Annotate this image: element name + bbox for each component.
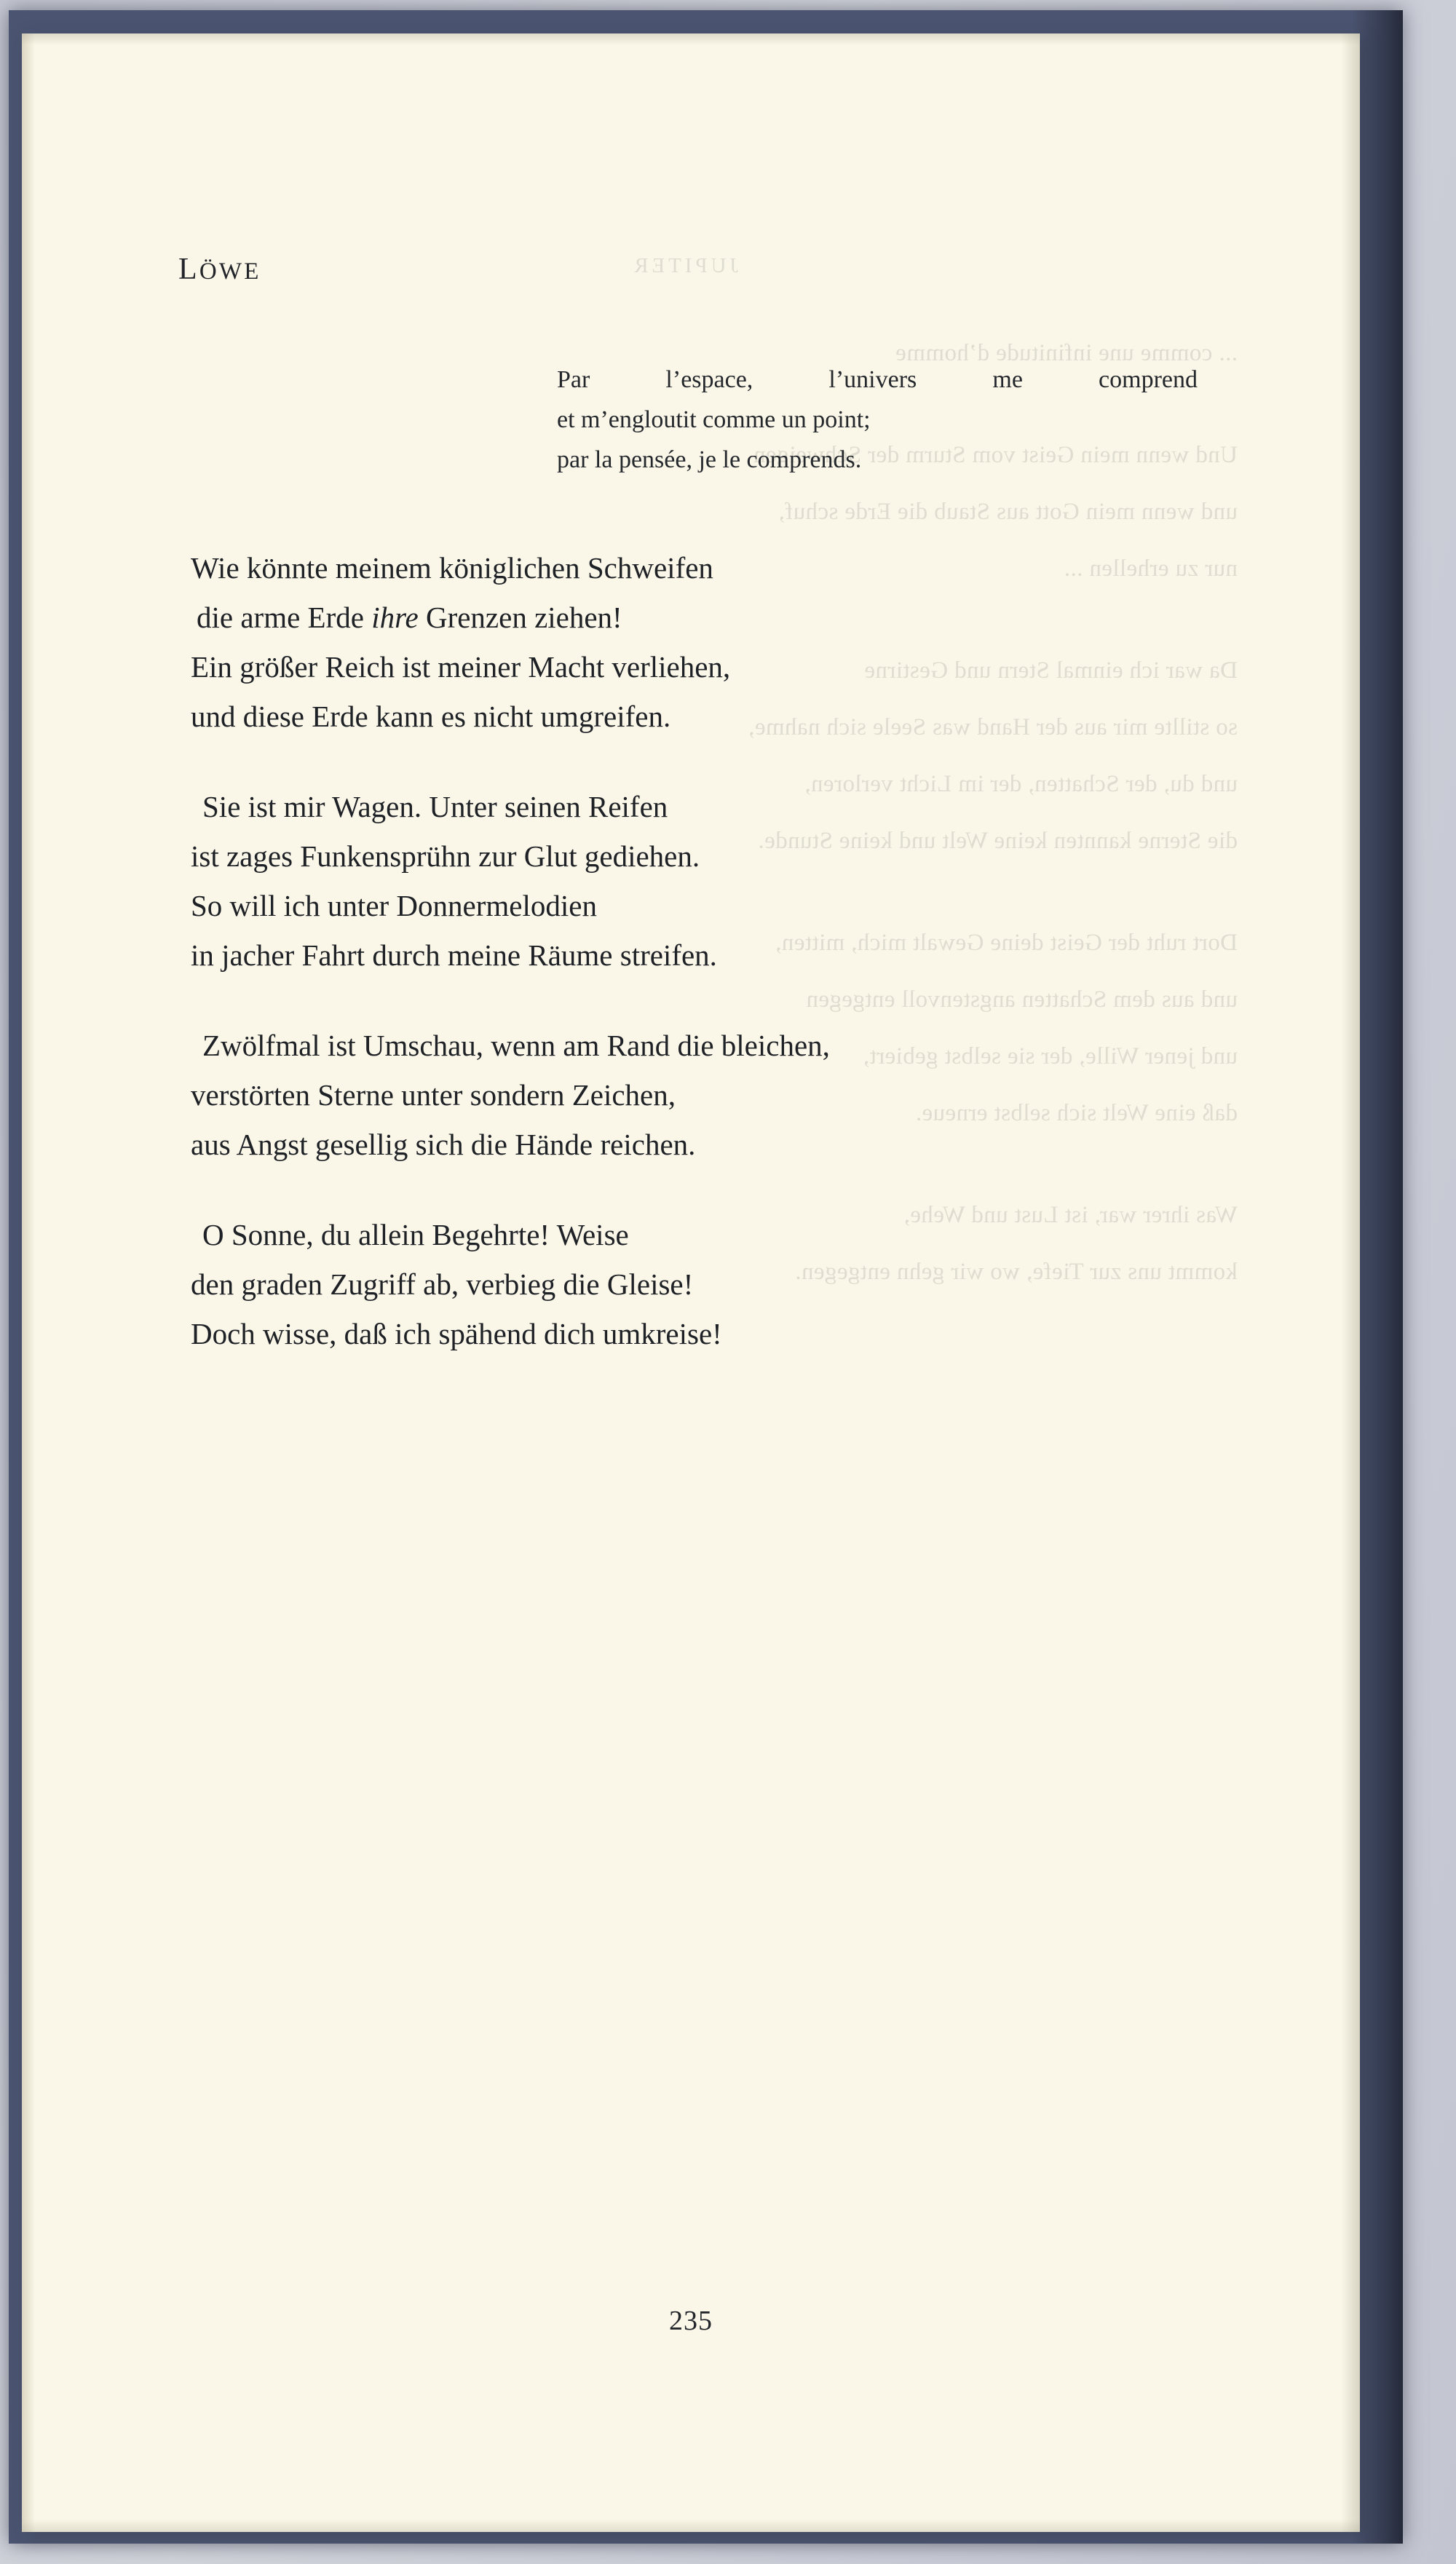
showthrough-line: daß eine Welt sich selbst erneue.	[915, 1100, 1238, 1126]
showthrough-line: und aus dem Schatten angstenvoll entgegen	[806, 986, 1238, 1013]
showthrough-line: ... comme une infinitude d’homme	[895, 340, 1238, 366]
epigraph-line: et m’engloutit comme un point;	[557, 406, 871, 433]
poem-line: ist zages Funkensprühn zur Glut gediehen.	[191, 839, 700, 873]
showthrough-line: nur zu erhellen ...	[1064, 555, 1238, 582]
showthrough-line: die Sterne kannten keine Welt und keine Stunde.	[758, 828, 1238, 854]
poem-line: die arme Erde ihre Grenzen ziehen!	[197, 601, 622, 634]
poem-line: und diese Erde kann es nicht umgreifen.	[191, 700, 671, 733]
running-head-text	[178, 253, 261, 286]
showthrough-line: Und wenn mein Geist vom Sturm der Schweigen	[753, 442, 1238, 468]
poem-line: verstörten Sterne unter sondern Zeichen,	[191, 1078, 676, 1112]
page-edge-bottom	[22, 2519, 1360, 2532]
epigraph-line: par la pensée, je le comprends.	[557, 446, 862, 473]
poem-line: Zwölfmal ist Umschau, wenn am Rand die bleichen,	[202, 1029, 830, 1062]
poem-line: O Sonne, du allein Begehrte! Weise	[202, 1218, 629, 1251]
poem-stanza	[191, 782, 1210, 980]
poem-line: Doch wisse, daß ich spähend dich umkreise!	[191, 1317, 722, 1350]
page-edge-right	[1341, 33, 1360, 2532]
showthrough-line: kommt uns zur Tiefe, wo wir gehn entgegen.	[795, 1259, 1238, 1285]
page-number: 235	[669, 2306, 713, 2336]
page-edge-left	[22, 33, 35, 2532]
poem-line: So will ich unter Donnermelodien	[191, 889, 597, 922]
poem-stanza	[191, 1210, 1210, 1358]
showthrough-line: Dort ruht der Geist deine Gewalt mich, mitten,	[775, 930, 1238, 956]
book-page	[22, 33, 1360, 2532]
poem-line: den graden Zugriff ab, verbieg die Gleise!	[191, 1267, 694, 1301]
poem-line: Sie ist mir Wagen. Unter seinen Reifen	[202, 790, 668, 823]
poem-line: Ein größer Reich ist meiner Macht verliehen,	[191, 650, 731, 684]
running-head-rest: ÖWE	[199, 258, 261, 285]
page-edge-top	[22, 33, 1360, 45]
epigraph	[557, 360, 1198, 480]
showthrough-title: JUPITER	[630, 254, 738, 277]
showthrough-line: und du, der Schatten, der im Licht verloren,	[804, 771, 1238, 797]
poem-line: in jacher Fahrt durch meine Räume streifen.	[191, 938, 717, 972]
showthrough-line: und wenn mein Gott aus Staub die Erde schuf,	[778, 499, 1238, 525]
showthrough-line: und jener Wille, der sie selbst gebiert,	[863, 1043, 1238, 1069]
poem-line: aus Angst gesellig sich die Hände reichen.	[191, 1128, 696, 1161]
showthrough-line: so stillte mir aus der Hand was Seele sich nahme,	[748, 714, 1238, 740]
poem-stanza	[191, 543, 1210, 741]
epigraph-line: Par l’espace, l’univers me comprend	[557, 366, 1198, 393]
poem-line-emphasis: ihre	[371, 601, 419, 634]
poem-body	[191, 543, 1210, 1399]
running-head-initial: L	[178, 253, 199, 286]
running-head	[178, 252, 261, 287]
showthrough-line: Was ihrer war, ist Lust und Wehe,	[903, 1202, 1238, 1228]
showthrough-line: Da war ich einmal Stern und Gestirne	[864, 657, 1238, 684]
poem-stanza	[191, 1021, 1210, 1169]
poem-line: Wie könnte meinem königlichen Schweifen	[191, 551, 713, 585]
